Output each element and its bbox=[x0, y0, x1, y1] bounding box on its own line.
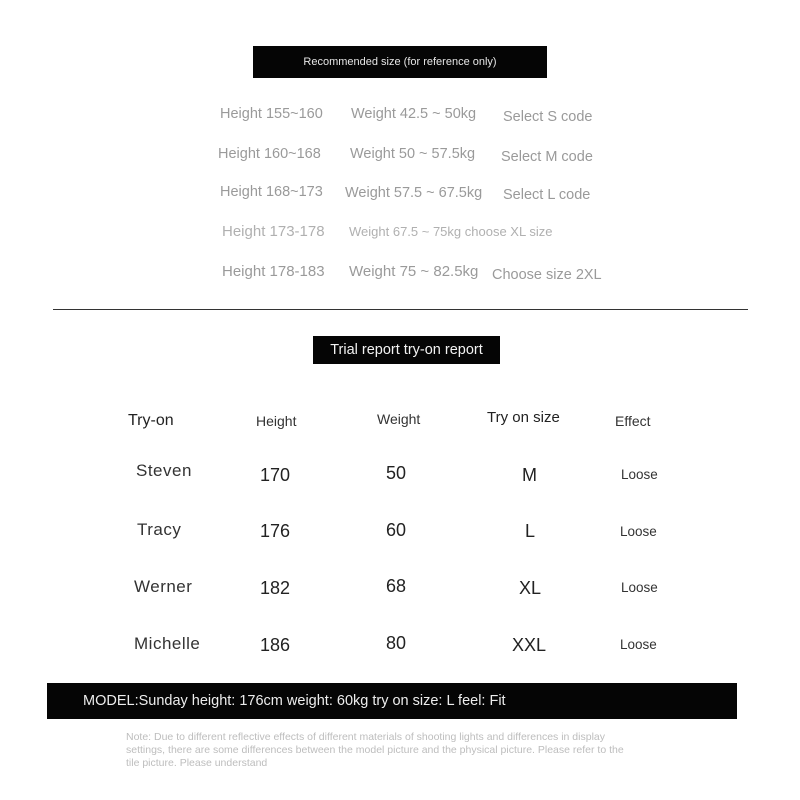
header-tryon: Try-on bbox=[128, 412, 174, 429]
header-effect: Effect bbox=[615, 413, 651, 429]
section-divider bbox=[53, 309, 748, 310]
size-row-1-weight: Weight 42.5 ~ 50kg bbox=[351, 106, 477, 122]
size-row-1-height: Height 155~160 bbox=[220, 106, 323, 122]
table-row-3-weight: 68 bbox=[386, 576, 407, 596]
recommended-size-title: Recommended size (for reference only) bbox=[303, 56, 497, 68]
table-row-1-effect: Loose bbox=[621, 467, 658, 482]
table-row-2-size: L bbox=[525, 521, 536, 541]
size-row-2-height: Height 160~168 bbox=[218, 146, 321, 162]
table-row-2-name: Tracy bbox=[137, 520, 182, 539]
header-size: Try on size bbox=[487, 409, 560, 426]
table-row-4-weight: 80 bbox=[386, 633, 407, 653]
trial-report-title: Trial report try-on report bbox=[330, 342, 483, 358]
table-row-1-weight: 50 bbox=[386, 463, 407, 483]
disclaimer-note: Note: Due to different reflective effects of different materials of shooting lights and differences in display settings, there are some differences between the model picture and the physical picture. Please refer to the tile picture. Please understand bbox=[126, 731, 624, 769]
size-row-3-weight: Weight 57.5 ~ 67.5kg bbox=[345, 185, 483, 201]
header-weight: Weight bbox=[377, 411, 421, 427]
size-row-4-height: Height 173-178 bbox=[222, 223, 325, 240]
header-height: Height bbox=[256, 413, 297, 429]
size-row-3-height: Height 168~173 bbox=[220, 184, 323, 200]
size-row-2-weight: Weight 50 ~ 57.5kg bbox=[350, 146, 476, 162]
table-row-4-height: 186 bbox=[260, 635, 291, 655]
table-row-1-name: Steven bbox=[136, 461, 192, 480]
table-row-1-size: M bbox=[522, 465, 537, 485]
size-row-4-weight: Weight 67.5 ~ 75kg choose XL size bbox=[349, 224, 553, 239]
size-row-5-weight: Weight 75 ~ 82.5kg bbox=[349, 263, 479, 280]
size-row-3-code: Select L code bbox=[503, 187, 591, 203]
table-row-4-size: XXL bbox=[512, 635, 547, 655]
size-row-5-code: Choose size 2XL bbox=[492, 267, 602, 283]
model-info-text: MODEL:Sunday height: 176cm weight: 60kg try on size: L feel: Fit bbox=[83, 693, 506, 709]
table-row-3-height: 182 bbox=[260, 578, 291, 598]
table-row-2-effect: Loose bbox=[620, 524, 657, 539]
table-row-2-weight: 60 bbox=[386, 520, 407, 540]
recommended-size-banner bbox=[253, 46, 547, 78]
table-row-3-size: XL bbox=[519, 578, 542, 598]
table-row-3-name: Werner bbox=[134, 577, 193, 596]
size-row-2-code: Select M code bbox=[501, 149, 593, 165]
table-row-1-height: 170 bbox=[260, 465, 291, 485]
trial-report-banner bbox=[313, 336, 500, 364]
table-row-3-effect: Loose bbox=[621, 580, 658, 595]
size-row-5-height: Height 178-183 bbox=[222, 263, 325, 280]
model-info-banner bbox=[47, 683, 737, 719]
table-row-4-effect: Loose bbox=[620, 637, 657, 652]
size-row-1-code: Select S code bbox=[503, 109, 593, 125]
table-row-4-name: Michelle bbox=[134, 634, 201, 653]
table-row-2-height: 176 bbox=[260, 521, 291, 541]
